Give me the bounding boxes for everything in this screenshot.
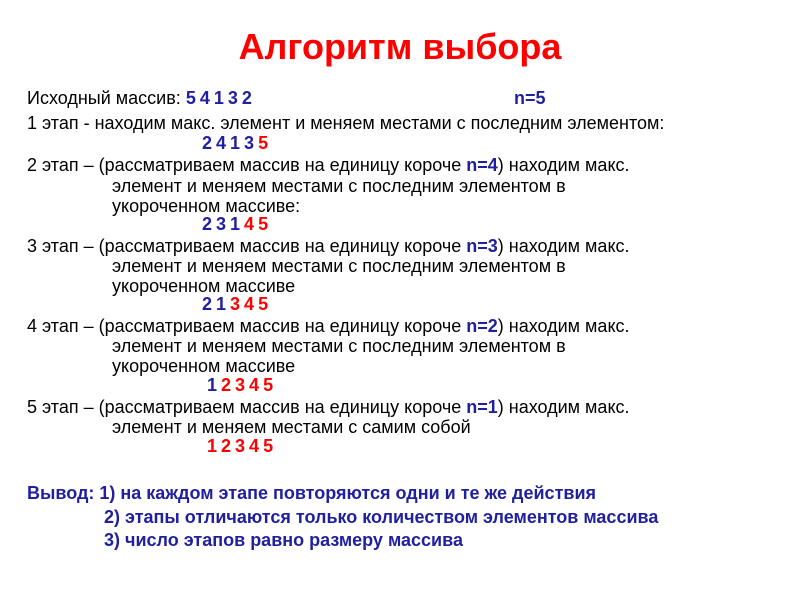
stage5-n: n=1 — [466, 397, 498, 417]
stage4-line1: 4 этап – (рассматриваем массив на единицу короче n=2) находим макс. — [27, 316, 630, 336]
stage3-line3: укороченном массиве — [112, 276, 296, 296]
stage4-line2: элемент и меняем местами с последним элементом в — [112, 336, 566, 356]
stage1-array: 2 4 1 3 5 — [202, 133, 269, 153]
source-array: 5 4 1 3 2 — [185, 88, 252, 108]
stage3-n: n=3 — [466, 236, 498, 256]
stage5-line1: 5 этап – (рассматриваем массив на единицу короче n=1) находим макс. — [27, 397, 630, 417]
stage4-n: n=2 — [466, 316, 498, 336]
stage3-array: 2 1 3 4 5 — [202, 294, 269, 314]
stage2-line2: элемент и меняем местами с последним элементом в — [112, 176, 566, 196]
conclusion-2: 2) этапы отличаются только количеством элементов массива — [104, 507, 659, 527]
page-title: Алгоритм выбора — [238, 26, 562, 67]
stage5-array: 1 2 3 4 5 — [207, 436, 274, 456]
stage4-line3: укороченном массиве — [112, 356, 296, 376]
stage3-line1: 3 этап – (рассматриваем массив на единицу короче n=3) находим макс. — [27, 236, 630, 256]
stage2-n: n=4 — [466, 155, 498, 175]
stage1-text: 1 этап - находим макс. элемент и меняем местами с последним элементом: — [27, 113, 665, 133]
source-n: n=5 — [514, 88, 546, 108]
source-line — [27, 88, 252, 109]
conclusion-3: 3) число этапов равно размеру массива — [104, 530, 463, 550]
stage4-array: 1 2 3 4 5 — [207, 375, 274, 395]
stage3-line2: элемент и меняем местами с последним элементом в — [112, 256, 566, 276]
source-label: Исходный массив: — [27, 88, 181, 108]
stage2-array: 2 3 1 4 5 — [202, 214, 269, 234]
conclusion-1: Вывод: 1) на каждом этапе повторяются одни и те же действия — [27, 483, 597, 503]
stage5-line2: элемент и меняем местами с самим собой — [112, 417, 471, 437]
stage2-line3: укороченном массиве: — [112, 196, 301, 216]
stage2-line1: 2 этап – (рассматриваем массив на единицу короче n=4) находим макс. — [27, 155, 630, 175]
